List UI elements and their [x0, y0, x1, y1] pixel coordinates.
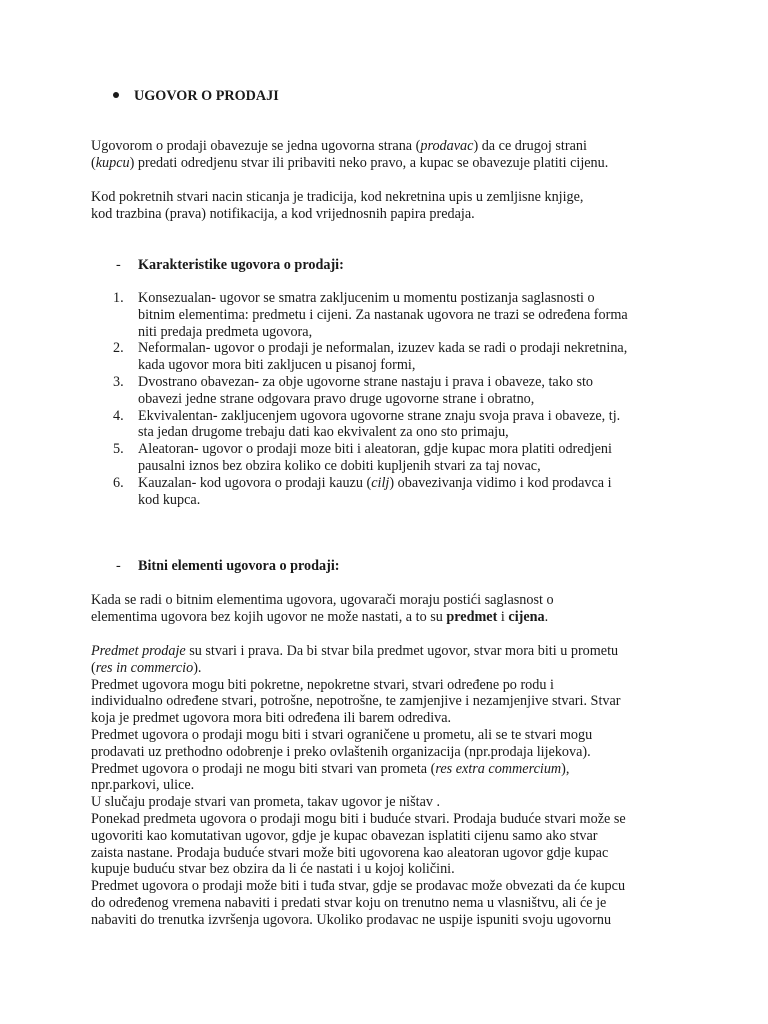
characteristics-list [113, 290, 693, 508]
list-number: 1. [113, 290, 124, 306]
list-line: obavezi jedne strane odgovara pravo druge ugovorne strane i obratno, [138, 390, 535, 407]
dash-marker: - [116, 558, 121, 574]
paragraph-text: su stvari i prava. Da bi stvar bila predmet ugovor, stvar mora biti u prometu [185, 643, 619, 659]
paragraph-line [91, 643, 701, 660]
term-predmet: predmet [446, 608, 498, 625]
section-heading-karakteristike [116, 257, 344, 274]
list-text: Kauzalan- kod ugovora o prodaji kauzu ( [138, 474, 372, 491]
paragraph-line: Predmet ugovora o prodaji mogu biti i stvari ograničene u prometu, ali se te stvari mogu [91, 726, 593, 743]
list-line: Dvostrano obavezan- za obje ugovorne strane nastaju i prava i obaveze, tako sto [138, 373, 594, 390]
paragraph-line: Ponekad predmeta ugovora o prodaji mogu biti i buduće stvari. Prodaja buduće stvari može se [91, 810, 626, 827]
bitni-elementi-paragraph [91, 592, 691, 626]
doc-title-text: UGOVOR O PRODAJI [134, 88, 279, 104]
sticanje-paragraph [91, 189, 691, 223]
list-text: ) obavezivanja vidimo i kod prodavca i [389, 474, 612, 491]
paragraph-text: Predmet ugovora o prodaji ne mogu biti stvari van prometa ( [91, 760, 436, 777]
paragraph-line: U slučaju prodaje stvari van prometa, takav ugovor je ništav . [91, 794, 441, 811]
list-number: 6. [113, 474, 124, 491]
list-item [113, 408, 693, 442]
sticanje-line-2: kod trazbina (prava) notifikacija, a kod vrijednosnih papira predaja. [91, 205, 475, 222]
intro-paragraph [91, 138, 691, 172]
intro-term-prodavac: prodavac [420, 138, 474, 154]
list-item [113, 290, 693, 340]
list-line: pausalni iznos bez obzira koliko ce dobiti kupljenih stvari za taj novac, [138, 457, 541, 474]
paragraph-line: Predmet ugovora o prodaji može biti i tuđa stvar, gdje se prodavac može obvezati da će kupcu [91, 878, 626, 895]
paragraph-line [91, 660, 701, 677]
paragraph-line [91, 609, 691, 626]
paragraph-text: . [544, 608, 549, 625]
paragraph-line: ugovoriti kao komutativan ugovor, gdje je kupac obavezan isplatiti cijenu samo ako stvar [91, 827, 598, 844]
term-cijena: cijena [508, 608, 545, 625]
paragraph-line: Kada se radi o bitnim elementima ugovora, ugovarači moraju postići saglasnost o [91, 592, 554, 608]
doc-title [113, 88, 279, 105]
term-predmet-prodaje: Predmet prodaje [91, 643, 186, 659]
predmet-prodaje-paragraph [91, 643, 701, 929]
section-heading-text: Bitni elementi ugovora o prodaji: [138, 558, 340, 574]
paragraph-line: kupuje buduću stvar bez obzira da li će nastati i u kojoj količini. [91, 861, 455, 878]
list-item [113, 374, 693, 408]
list-line: bitnim elementima: predmetu i cijeni. Za nastanak ugovora ne trazi se određena forma [138, 306, 628, 323]
paragraph-text: ). [193, 659, 202, 676]
paragraph-line [91, 761, 701, 778]
paragraph-line: koja je predmet ugovora mora biti određena ili barem odrediva. [91, 710, 452, 727]
intro-term-kupcu: kupcu [95, 154, 130, 171]
list-line: kada ugovor mora biti zakljucen u pisanoj formi, [138, 357, 416, 374]
list-line [138, 475, 693, 492]
paragraph-text: i [497, 608, 509, 625]
list-line: kod kupca. [138, 491, 201, 508]
sticanje-line-1: Kod pokretnih stvari nacin sticanja je tradicija, kod nekretnina upis u zemljisne knjige, [91, 189, 584, 205]
bullet-dot-icon [113, 92, 119, 98]
list-line: Ekvivalentan- zakljucenjem ugovora ugovorne strane znaju svoja prava i obaveze, tj. [138, 407, 621, 424]
intro-text-a: Ugovorom o prodaji obavezuje se jedna ugovorna strana ( [91, 138, 421, 154]
list-number: 2. [113, 340, 124, 357]
list-line: sta jedan drugome trebaju dati kao ekvivalent za ono sto primaju, [138, 424, 509, 441]
paragraph-line: nabaviti do trenutka izvršenja ugovora. Ukoliko prodavac ne uspije ispuniti svoju ugovornu [91, 911, 612, 928]
term-res-extra-commercium: res extra commercium [435, 760, 562, 777]
term-res-in-commercio: res in commercio [95, 659, 194, 676]
list-number: 3. [113, 373, 124, 390]
dash-marker: - [116, 257, 121, 273]
list-term-cilj: cilj [371, 474, 390, 491]
list-item [113, 441, 693, 475]
paragraph-text: elementima ugovora bez kojih ugovor ne može nastati, a to su [91, 608, 447, 625]
list-line: Neformalan- ugovor o prodaji je neformalan, izuzev kada se radi o prodaji nekretnina, [138, 340, 628, 357]
paragraph-line: do određenog vremena nabaviti i predati stvar koju on trenutno nema u vlasništvu, ali će je [91, 894, 607, 911]
list-number: 5. [113, 441, 124, 458]
paragraph-line: individualno određene stvari, potrošne, nepotrošne, te zamjenjive i nezamjenjive stvari. Stvar [91, 693, 621, 710]
section-heading-text: Karakteristike ugovora o prodaji: [138, 257, 344, 273]
list-item [113, 475, 693, 509]
paragraph-line: prodavati uz prethodno odobrenje i preko ovlaštenih organizacija (npr.prodaja lijekova). [91, 743, 591, 760]
list-item [113, 340, 693, 374]
paragraph-line: Predmet ugovora mogu biti pokretne, nepokretne stvari, stvari određene po rodu i [91, 676, 554, 693]
intro-line-1 [91, 138, 691, 155]
list-line: niti predaja predmeta ugovora, [138, 323, 313, 340]
intro-text-c: ) predati odredjenu stvar ili pribaviti neko pravo, a kupac se obavezuje platiti cijenu. [129, 154, 609, 171]
paragraph-text: ), [561, 760, 570, 777]
intro-text-b: ) da ce drugoj strani [473, 138, 587, 154]
paragraph-line: zaista nastane. Prodaja buduće stvari može biti ugovorena kao aleatoran ugovor gdje kupac [91, 844, 609, 861]
section-heading-bitni-elementi [116, 558, 340, 575]
intro-line-2: (kupcu) predati odredjenu stvar ili pribaviti neko pravo, a kupac se obavezuje platiti cijenu. [91, 154, 609, 171]
list-line: Aleatoran- ugovor o prodaji moze biti i aleatoran, gdje kupac mora platiti odredjeni [138, 441, 612, 458]
paragraph-line: npr.parkovi, ulice. [91, 777, 195, 794]
list-line: Konsezualan- ugovor se smatra zakljucenim u momentu postizanja saglasnosti o [138, 290, 595, 306]
paragraph-text: ( [91, 659, 96, 676]
list-number: 4. [113, 407, 124, 424]
